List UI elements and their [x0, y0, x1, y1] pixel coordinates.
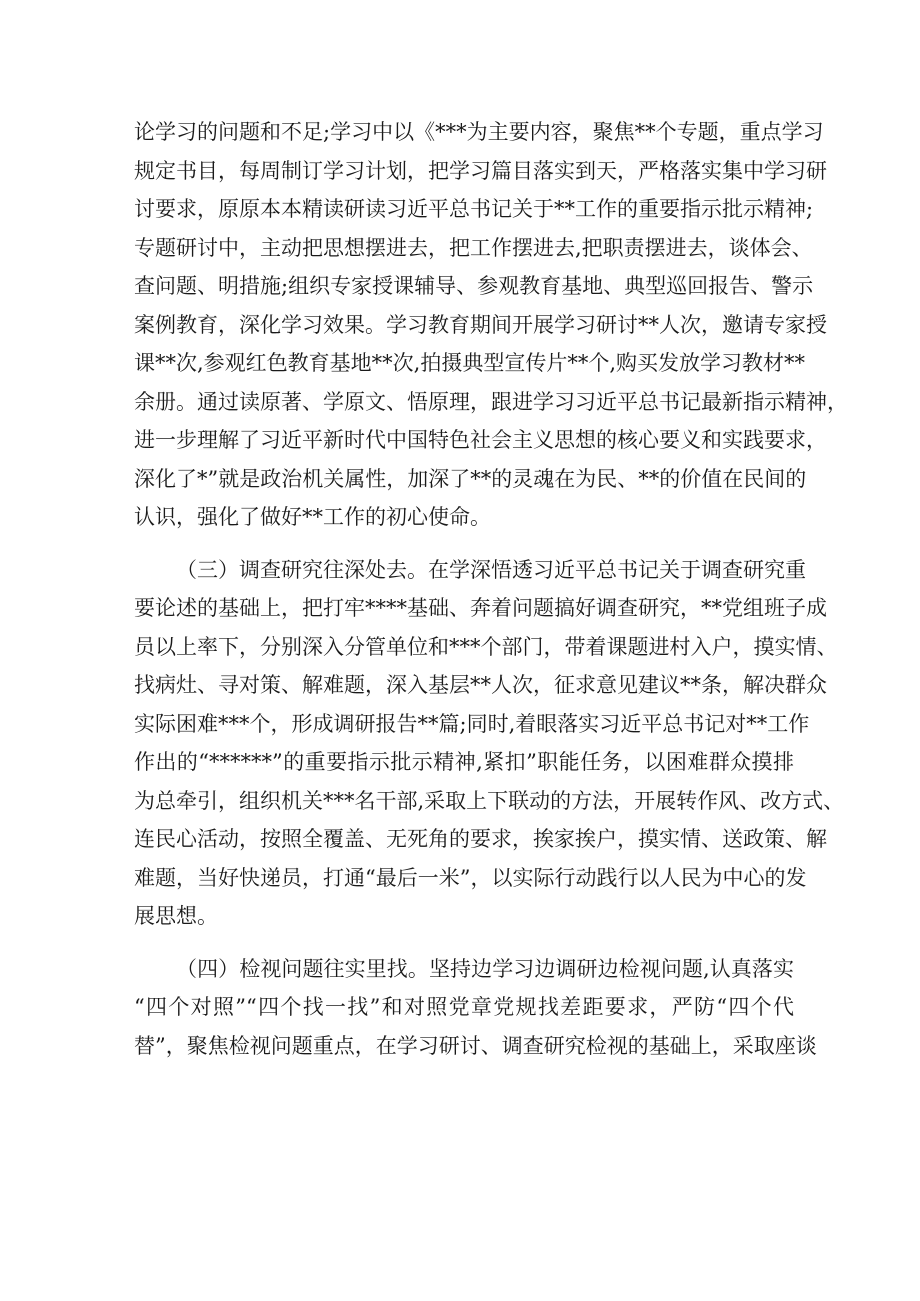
text-line: 作出的“******”的重要指示批示精神,紧扣”职能任务，以困难群众摸排 [134, 750, 794, 774]
text-line: 讨要求，原原本本精读研读习近平总书记关于**工作的重要指示批示精神; [134, 197, 814, 221]
text-line: 员以上率下，分别深入分管单位和***个部门，带着课题进村入户，摸实情、 [134, 634, 838, 659]
text-line: 课**次,参观红色教育基地**次,拍摄典型宣传片**个,购买发放学习教材** [134, 351, 806, 375]
section-heading-line: （三）调查研究往深处去。在学深悟透习近平总书记关于调查研究重 [176, 557, 806, 582]
paragraph-section-three [134, 551, 845, 936]
text-line: 替”，聚焦检视问题重点，在学习研讨、调查研究检视的基础上，采取座谈 [134, 1033, 817, 1058]
paragraph-section-four [134, 950, 817, 1066]
text-line: 规定书目，每周制订学习计划，把学习篇目落实到天，严格落实集中学习研 [134, 158, 827, 183]
text-line: 专题研讨中，主动把思想摆进去，把工作摆进去,把职责摆进去，谈体会、 [134, 235, 813, 260]
text-line: 余册。通过读原著、学原文、悟原理，跟进学习习近平总书记最新指示精神， [134, 389, 848, 414]
text-line: 难题，当好快递员，打通“最后一米”，以实际行动践行以人民为中心的发 [134, 865, 807, 890]
text-line: 为总牵引，组织机关***名干部,采取上下联动的方法，开展转作风、改方式、 [134, 788, 845, 813]
text-line: 查问题、明措施;组织专家授课辅导、参观教育基地、典型巡回报告、警示 [134, 274, 814, 298]
text-line: 深化了*”就是政治机关属性，加深了**的灵魂在为民、**的价值在民间的 [134, 466, 807, 491]
text-line: “四个对照”“四个找一找”和对照党章党规找差距要求，严防“四个代 [134, 995, 794, 1019]
text-line: 认识，强化了做好**工作的初心使命。 [134, 505, 491, 529]
body-text [134, 113, 848, 1065]
text-line: 论学习的问题和不足;学习中以《***为主要内容，聚焦**个专题，重点学习 [134, 120, 824, 144]
section-heading-line: （四）检视问题往实里找。坚持边学习边调研边检视问题,认真落实 [176, 956, 794, 981]
text-line: 连民心活动，按照全覆盖、无死角的要求，挨家挨户，摸实情、送政策、解 [134, 827, 827, 851]
text-line: 进一步理解了习近平新时代中国特色社会主义思想的核心要义和实践要求， [134, 428, 827, 452]
text-line: 展思想。 [134, 904, 218, 928]
text-line: 找病灶、寻对策、解难题，深入基层**人次，征求意见建议**条，解决群众 [134, 673, 827, 697]
paragraph-continued [134, 113, 848, 537]
text-line: 案例教育，深化学习效果。学习教育期间开展学习研讨**人次，邀请专家授 [134, 312, 827, 337]
text-line: 要论述的基础上，把打牢****基础、奔着问题搞好调查研究，**党组班子成 [134, 596, 827, 620]
text-line: 实际困难***个，形成调研报告**篇;同时,着眼落实习近平总书记对**工作 [134, 711, 810, 736]
